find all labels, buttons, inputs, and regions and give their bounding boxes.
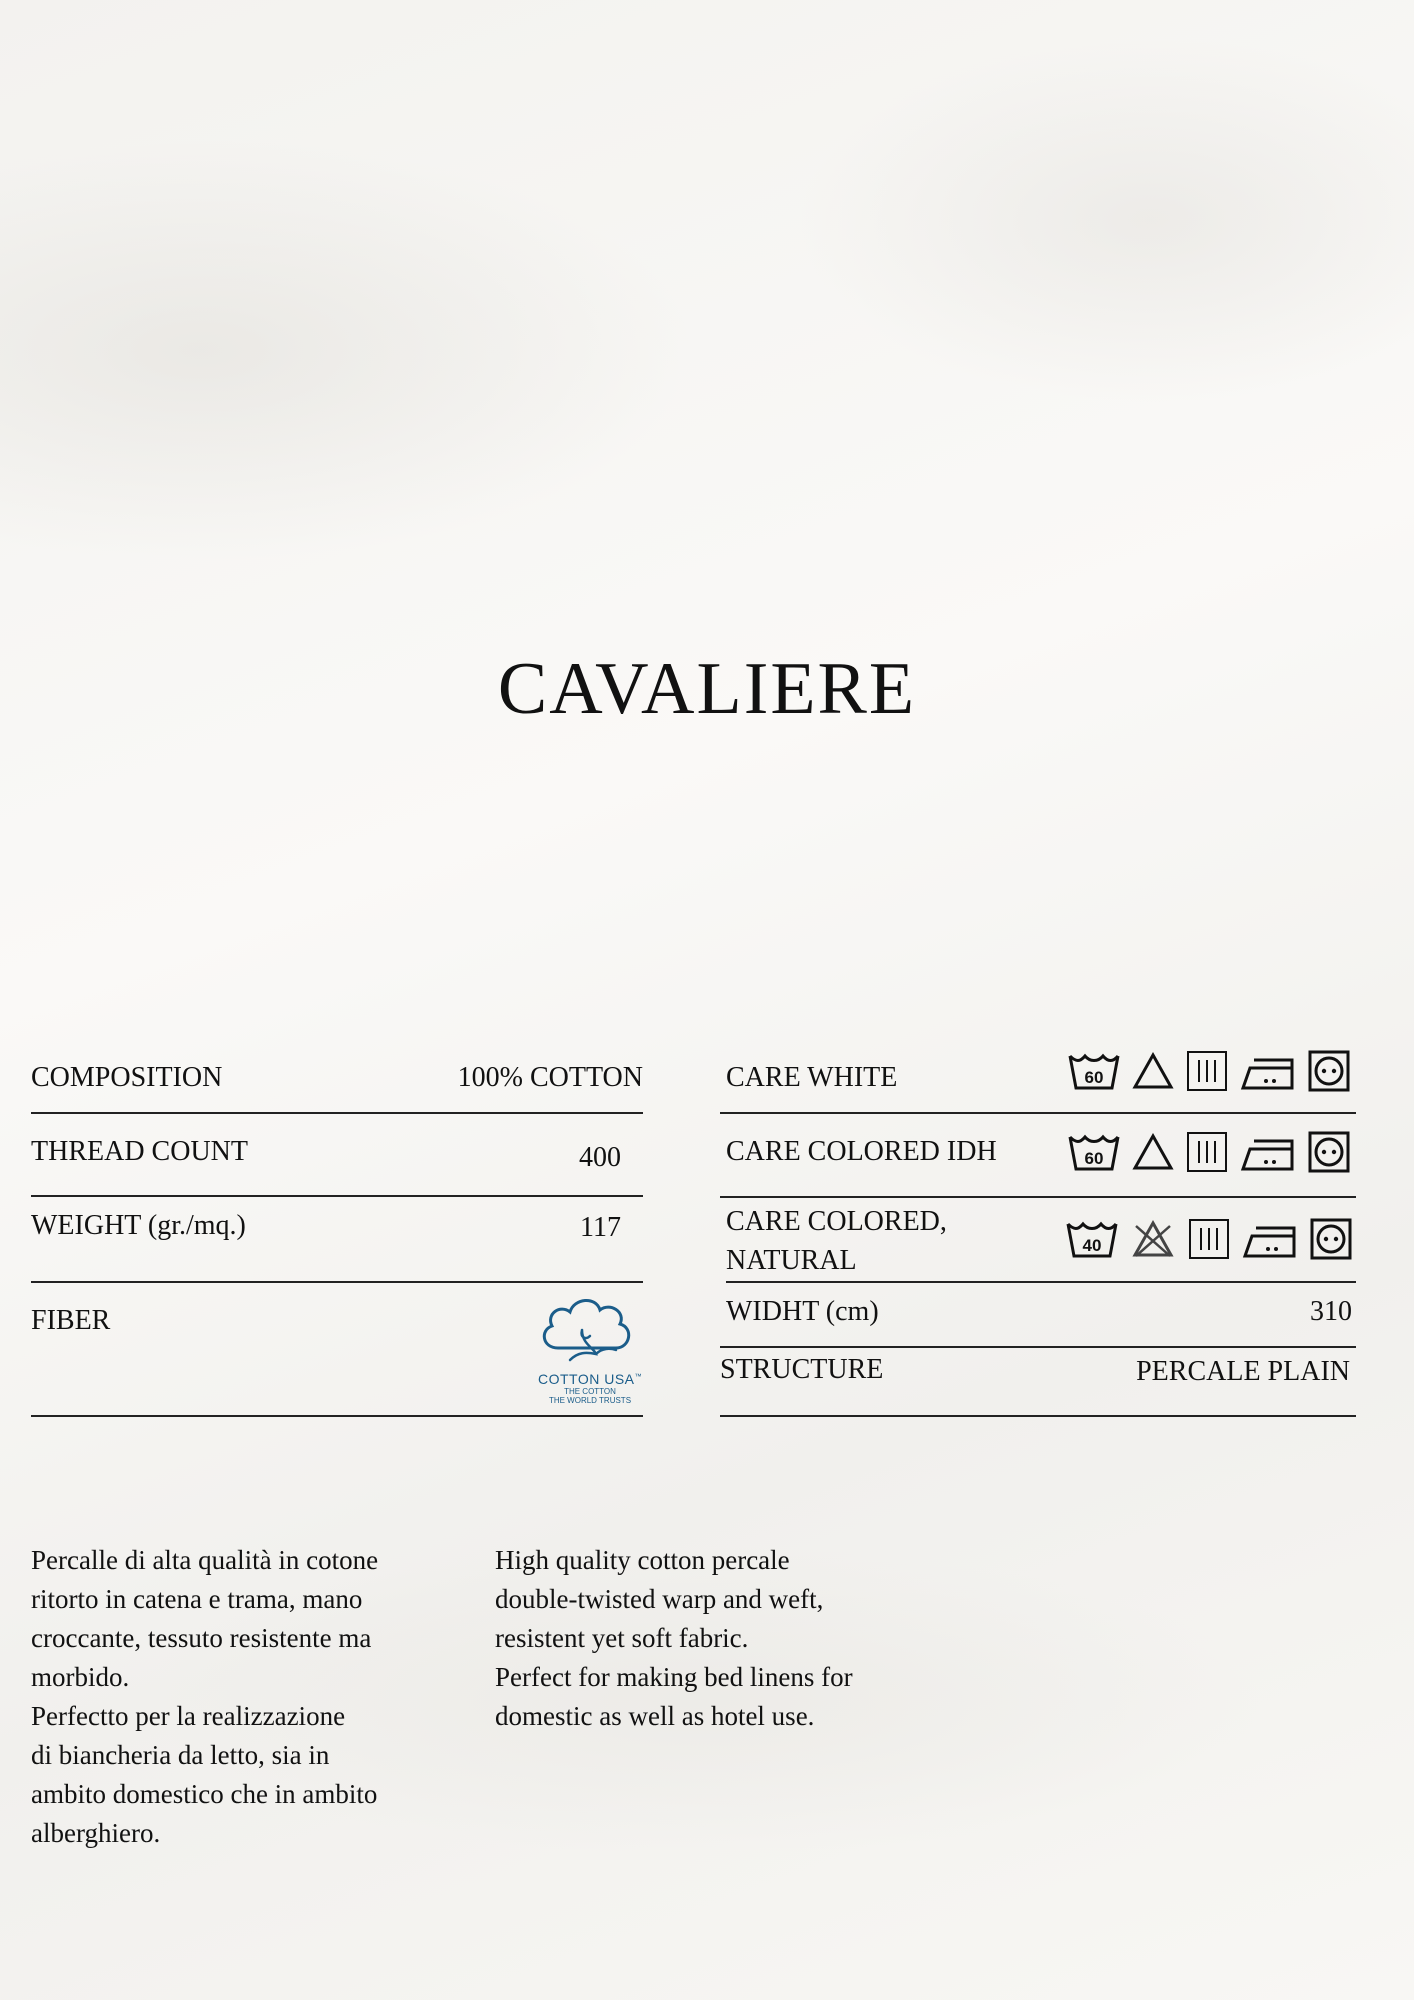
care-colored-natural-label: NATURAL <box>726 1245 857 1276</box>
svg-text:60: 60 <box>1084 1149 1104 1168</box>
logo-tagline: THE COTTON <box>564 1387 616 1396</box>
care-icons-row <box>1068 1050 1350 1092</box>
iron-icon <box>1242 1218 1298 1260</box>
bleach-triangle-icon <box>1132 1131 1174 1173</box>
thread-count-value: 400 <box>579 1142 621 1173</box>
cotton-boll-icon <box>530 1290 650 1370</box>
svg-text:40: 40 <box>1082 1236 1102 1255</box>
cotton-usa-logo <box>530 1290 650 1405</box>
tumble-dry-icon <box>1308 1050 1350 1092</box>
iron-icon <box>1240 1050 1296 1092</box>
care-icons-row <box>1066 1218 1352 1260</box>
dry-flat-icon <box>1186 1050 1228 1092</box>
logo-tagline: THE WORLD TRUSTS <box>548 1396 632 1406</box>
dry-flat-icon <box>1186 1131 1228 1173</box>
no-bleach-icon <box>1130 1218 1176 1260</box>
divider <box>720 1346 1356 1348</box>
width-value: 310 <box>1310 1296 1352 1327</box>
bleach-triangle-icon <box>1132 1050 1174 1092</box>
divider <box>726 1281 1356 1283</box>
fiber-label: FIBER <box>31 1305 111 1336</box>
svg-text:60: 60 <box>1084 1068 1104 1087</box>
care-white-label: CARE WHITE <box>726 1062 898 1093</box>
divider <box>720 1112 1356 1114</box>
divider <box>31 1415 643 1417</box>
divider <box>31 1112 643 1114</box>
logo-wordmark: COTTON USA™ <box>537 1371 643 1387</box>
composition-value: 100% COTTON <box>457 1062 643 1093</box>
tumble-dry-icon <box>1310 1218 1352 1260</box>
tumble-dry-icon <box>1308 1131 1350 1173</box>
care-colored-idh-label: CARE COLORED IDH <box>726 1136 997 1167</box>
width-label: WIDHT (cm) <box>726 1296 879 1327</box>
divider <box>31 1281 643 1283</box>
structure-label: STRUCTURE <box>720 1354 884 1385</box>
wash-tub-icon <box>1068 1131 1120 1173</box>
divider <box>31 1195 643 1197</box>
weight-label: WEIGHT (gr./mq.) <box>31 1210 246 1241</box>
description-english: High quality cotton percale double-twisted warp and weft, resistent yet soft fabric. Perfect for making bed linens for domestic as well as hotel use. <box>495 1545 853 1731</box>
iron-icon <box>1240 1131 1296 1173</box>
weight-value: 117 <box>580 1212 621 1243</box>
care-colored-natural-label: CARE COLORED, <box>726 1206 947 1237</box>
divider <box>720 1415 1356 1417</box>
thread-count-label: THREAD COUNT <box>31 1136 248 1167</box>
composition-label: COMPOSITION <box>31 1062 223 1093</box>
structure-value: PERCALE PLAIN <box>1136 1356 1350 1387</box>
dry-flat-icon <box>1188 1218 1230 1260</box>
divider <box>720 1196 1356 1198</box>
care-icons-row <box>1068 1131 1350 1173</box>
wash-tub-icon <box>1068 1050 1120 1092</box>
wash-tub-icon <box>1066 1218 1118 1260</box>
product-title: CAVALIERE <box>497 648 917 730</box>
description-italian: Percalle di alta qualità in cotone ritorto in catena e trama, mano croccante, tessuto resistente ma morbido. Perfectto per la realizzazione di biancheria da letto, sia in ambito domestico che in ambito alberghiero. <box>31 1545 379 1848</box>
